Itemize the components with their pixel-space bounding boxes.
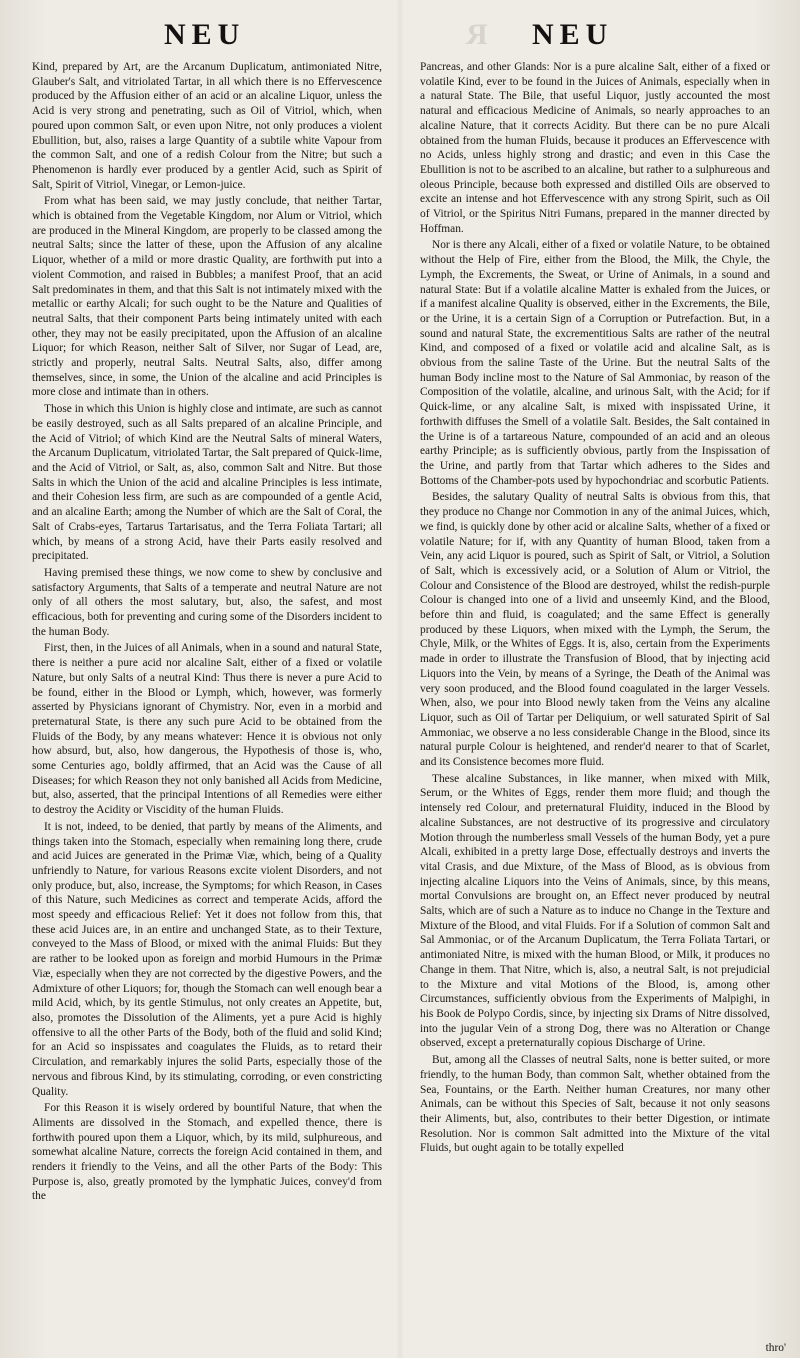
paragraph: Pancreas, and other Glands: Nor is a pure alcaline Salt, either of a fixed or volatile Kind, ever to be found in the Juices of Animals, especially when in a natural State. The Bile, that useful Liquor, justly accounted the most natural and efficacious Medicine of Animals, so nearly approaches to an alcaline Nature, that it corrects Acidity. But there can be no pure Alcali obtained from the human Fluids, because it produces an Effervescence with no Acids, unless highly strong and drastic; and even in this Case the Ebullition is not to be ascribed to an alcaline, but rather to a sulphureous and oleous Principle, because both expressed and distilled Oils are observed to excite an intense and hot Effervescence with any strong Spirit, such as Oil of Vitriol, or the Spiritus Nitri Fumans, prepared in the manner directed by Hoffman. (420, 61, 770, 235)
paragraph: Kind, prepared by Art, are the Arcanum Duplicatum, antimoniated Nitre, Glauber's Salt, and vitriolated Tartar, in all which there is no Effervescence produced by the Affusion either of an acid or an alcaline Liquor, unless the Acid is very strong and penetrating, such as Oil of Vitriol, which, when poured upon common Salt, or even upon Nitre, not only produces a violent Ebullition, but, also, raises a large Quantity of a subtile white Vapour from the common Salt, and one of a redish Colour from the Nitre; but such a Phenomenon is hardly ever produced by a gentler Acid, such as Spirit of Salt, Spirit of Vitriol, Vinegar, or Lemon-juice. (32, 61, 382, 191)
text-column-left (32, 60, 382, 1350)
running-head-left: NEU (164, 18, 246, 51)
text-column-right (420, 60, 770, 1350)
paragraph: These alcaline Substances, in like manner, when mixed with Milk, Serum, or the Whites of Eggs, render them more fluid; and though the intensely red Colour, and preternatural Fluidity, induced in the Blood by alcaline Substances, are not destructive of its progressive and circulatory Motion through the numberless small Vessels of the human Body, yet a pure Alcali, exhibited in a pretty large Dose, effectually destroys and inverts the vital Crasis, and due Mixture, of the Mass of Blood, as is obvious from injecting alcaline Liquors into the Veins of Animals, since, by this means, mortal Convulsions are brought on, an Effect never produced by neutral Salts, which are of such a Nature as to induce no Change in the Texture and Mixture of the Blood, and vital Fluids. For if a Solution of common Salt and Sal Ammoniac, or of the Arcanum Duplicatum, the Terra Foliata Tartari, or antimoniated Nitre, is mixed with the human Blood, or Milk, it produces no Change in them. That Nitre, which is, also, a neutral Salt, is not prejudicial to the Mixture and vital Motions of the Blood, is, among other Circumstances, sufficiently obvious from the Experiments of Malpighi, in his Book de Polypo Cordis, since, by injecting six Drams of Nitre dissolved, into the jugular Vein of a strong Dog, there was no Alteration or Change observed, except a preternaturally copious Discharge of Urine. (420, 772, 770, 1050)
show-through-mark: R (462, 18, 488, 51)
paragraph: Having premised these things, we now come to shew by conclusive and satisfactory Arguments, that Salts of a temperate and neutral Nature are not only of all others the most salutary, but, also, the safest, and most efficacious, both for preventing and curing some of the Disorders incident to the human Body. (32, 566, 382, 638)
paragraph: Those in which this Union is highly close and intimate, are such as cannot be easily destroyed, such as all Salts prepared of an alcaline Principle, and the Acid of Vitriol; of which Kind are the Neutral Salts of mineral Waters, the Arcanum Duplicatum, vitriolated Tartar, the Salt prepared of Quick-lime, and the Acid of Vitriol, or Salt, as, also, common Salt and Nitre. But those Salts in which the Union of the acid and alcaline Principles is less intimate, and their Cohesion less firm, are such as are compounded of a gentle Acid, and an alcaline Earth; among the Number of which are the Salt of Coral, the Salt of Crabs-eyes, Tartarus Tartarisatus, and the Terra Foliata Tartari; all which, by means of a strong Acid, have their Parts easily resolved and precipitated. (32, 403, 382, 563)
paragraph: Nor is there any Alcali, either of a fixed or volatile Nature, to be obtained without the Help of Fire, either from the Blood, the Milk, the Chyle, the Lymph, the Excrements, the Sweat, or Urine of Animals, in a sound and natural State: But if a volatile alcaline Matter is exhaled from the Juices, or if a manifest alcaline Quality is observed, either in the Excrements, the Bile, or the Urine, it is a certain Sign of a Corruption or Putrefaction. But, in a sound and natural State, the excrementitious Salts are rather of the neutral Kind, and composed of a fixed or volatile acid and alcaline Salt, as is obvious from the saline Taste of the Urine. But the neutral Salts of the human Body incline most to the Nature of Sal Ammoniac, by reason of the Composition of the volatile, alcaline, and urinous Salt, with the Acid; for if Quick-lime, or any alcaline Salt, is mixed with inspissated Urine, it forthwith diffuses the Smell of a volatile Salt. Besides, the Salt contained in the Urine is of a tartareous Nature, compounded of an acid and an oleous earthy Principle; as is sufficiently obvious, partly from the Inspissation of the Urine, and partly from that Tartar which adheres to the Sides and Bottoms of the Chamber-pots used by hypochondriac and scorbutic Patients. (420, 239, 770, 487)
paragraph: From what has been said, we may justly conclude, that neither Tartar, which is obtained from the Vegetable Kingdom, nor Alum or Vitriol, which are produced in the Mineral Kingdom, are properly to be classed among the neutral Salts; since the latter of these, upon the Affusion of any alcaline Liquor, whether of a mild or more drastic Quality, are forthwith put into a violent Commotion, and raised in Bubbles; a manifest Proof, that an acid Salt predominates in them, and that this Salt is not intimately mixed with the metallic or earthy Alcali; for such ought to be the Nature and Qualities of neutral Salts, that their component Parts being intimately united with each other, they may not be easily precipitated, upon the Affusion of an alcaline Liquor; for which Reason, neither Salt of Silver, nor Sugar of Lead, are, strictly and properly, neutral Salts. Neutral Salts, also, differ among themselves, since, in some, the Union of the alcaline and acid Principles is more close and intimate than in others. (32, 195, 382, 399)
catchword: thro' (765, 1342, 786, 1354)
running-head-right: NEU (532, 18, 614, 51)
paragraph: It is not, indeed, to be denied, that partly by means of the Aliments, and things taken into the Stomach, especially when remaining long there, crude and acid Juices are generated in the Primæ Viæ, which, being of a Quality unfriendly to Nature, for various Reasons excite violent Disorders, and not only produce, but, also, increase, the Symptoms; for which Reason, in Cases of this Nature, such Medicines as correct and temperate Acids, afford the most speedy and efficacious Relief: Yet it does not follow from this, that these acid Juices are, in an entire and unchanged State, as to their Texture, conveyed to the Mass of Blood, or mixed with the animal Fluids: But they are rather to be looked upon as foreign and morbid Humours in the Primæ Viæ, especially when they are not corrected by the digestive Powers, and the Admixture of other Liquors; for, though the Stomach can well enough bear a mild Acid, which, by its gentle Stimulus, not only creates an Appetite, but, also, promotes the Dissolution of the Aliments, yet a pure Acid is highly offensive to all the other Parts of the Body, both of the fluid and solid Kind; for an Acid so inspissates and coagulates the Fluids, as to retard their Circulation, and remarkably injures the solid Parts, especially those of the nervous and fibrous Kind, by its stimulating, corroding, or even constricting Quality. (32, 820, 382, 1098)
paragraph: But, among all the Classes of neutral Salts, none is better suited, or more friendly, to the human Body, than common Salt, whether obtained from the Sea, Fountains, or the Earth. Neither human Creatures, nor many other Animals, can be without this Species of Salt, because it not only seasons their Aliments, but, also, contributes to their better Digestion, or intimate Resolution. Nor is common Salt admitted into the Mixture of the vital Fluids, but ought again to be totally expelled (420, 1054, 770, 1155)
paragraph: First, then, in the Juices of all Animals, when in a sound and natural State, there is neither a pure acid nor alcaline Salt, either of a fixed or volatile Nature, but only Salts of a neutral Kind: Thus there is never a pure Acid to be found, either in the Blood or Lymph, which, however, was formerly asserted by Physicians ignorant of Chymistry. Nor, even in a morbid and preternatural State, is there any such pure Acid to be obtained from the Fluids of the Body, by any means whatever: Hence it is obvious not only how absurd, but, also, how dangerous, the Hypothesis of those is, who, some Centuries ago, boldly affirmed, that an Acid was the Cause of all Diseases; for which Reason they not only banished all Acids from Medicine, but, also, asserted, that the principal Intentions of all Remedies were either to destroy the Acidity or Viscidity of the human Fluids. (32, 642, 382, 817)
paragraph: Besides, the salutary Quality of neutral Salts is obvious from this, that they produce no Change nor Commotion in any of the animal Juices, which, we find, is quickly done by other acid or alcaline Salts, whether of a fixed or volatile Nature; for if, with any Quantity of human Blood, taken from a Vein, any acid Liquor is poured, such as Spirit of Salt, or Vitriol, a Solution of Salt, which is excessively acid, or a Solution of Alum or Vitriol, the Colour and Consistence of the Blood are destroyed, whilst the redish-purple Colour is changed into one of a livid and unseemly Kind, and the Blood, before thin and fluid, is coagulated; and the same Effect is generally produced by these Liquors, when mixed with the Lymph, the Serum, the Chyle, Milk, or the Whites of Eggs. It is, also, certain from the Experiments made in order to illustrate the Transfusion of Blood, that by injecting acid Liquors into the Vein, by means of a Syringe, the Death of the Animal was very soon produced, and the Blood found coagulated in the larger Vessels. When, also, we pour into Blood newly taken from the Veins any alcaline Liquor, such as Oil of Tartar per Deliquium, or well saturated Spirit of Sal Ammoniac, we observe a no less considerable Change in the Blood, since its natural purple Colour is heightened, and render'd nearer to that of Scarlet, and its Consistence becomes more fluid. (420, 491, 770, 769)
paragraph: For this Reason it is wisely ordered by bountiful Nature, that when the Aliments are dissolved in the Stomach, and expelled thence, there is forthwith poured upon them a Liquor, which, by its mild, sulphureous, and somewhat alcaline Nature, corrects the foreign Acid contained in them, and renders it friendly to the Veins, and all the other Parts of the Body: This Purpose is, also, greatly promoted by the lymphatic Juices, convey'd from the (32, 1102, 382, 1203)
page-gutter (396, 0, 404, 1358)
